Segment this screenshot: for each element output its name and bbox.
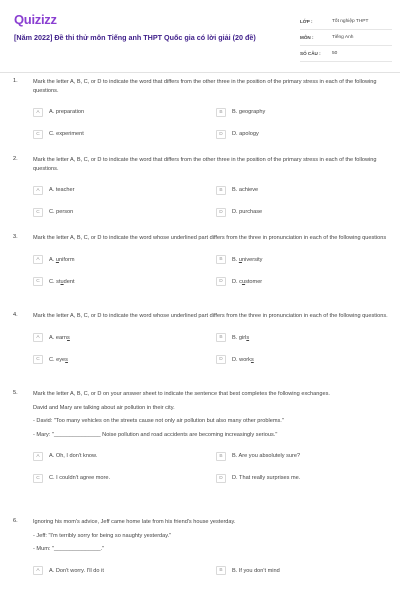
option-b[interactable] — [216, 101, 376, 123]
option-b[interactable] — [216, 249, 376, 271]
option-c[interactable] — [33, 271, 216, 293]
letter-box: D — [216, 277, 226, 286]
question-number: 4. — [13, 312, 18, 318]
question-5 — [0, 390, 400, 518]
options — [33, 445, 390, 489]
option-text — [232, 279, 262, 285]
letter-box: D — [216, 474, 226, 483]
option-text: D. apology — [232, 131, 259, 138]
option-prefix: B. — [232, 256, 239, 263]
options — [33, 560, 390, 582]
underlined-part: u — [238, 256, 242, 263]
option-prefix: A. earn — [49, 334, 68, 341]
question-text: Mark the letter A, B, C, or D to indicate the word whose underlined part differs from the three in pronunciation in each of the following questions. — [33, 313, 388, 319]
option-a[interactable] — [33, 179, 216, 201]
quizizz-logo[interactable]: Quizizz — [14, 12, 57, 27]
option-c[interactable] — [33, 349, 216, 371]
option-a[interactable] — [33, 445, 216, 467]
options — [33, 249, 390, 293]
option-b[interactable] — [216, 560, 376, 582]
options — [33, 327, 390, 371]
quiz-meta — [300, 14, 392, 62]
letter-box: A — [33, 108, 43, 117]
letter-box: B — [216, 255, 226, 264]
letter-box: B — [216, 566, 226, 575]
underlined-part: u — [241, 278, 246, 285]
option-text — [232, 357, 254, 363]
option-prefix: C. eye — [49, 356, 66, 363]
option-prefix: D. c — [232, 278, 242, 285]
meta-key: SỐ CÂU : — [300, 51, 321, 56]
question-number: 3. — [13, 234, 18, 240]
underlined-part: s — [246, 334, 250, 341]
meta-row-class — [300, 14, 392, 30]
dialogue-line: - Mary: "_______________ Noise pollution and road accidents are becoming increasingly serious." — [33, 431, 278, 438]
option-prefix: D. work — [232, 356, 251, 363]
option-text — [49, 357, 68, 363]
question-text: Mark the letter A, B, C, or D to indicate the word that differs from the other three in the position of the primary stress in each of the following questions. — [33, 157, 377, 172]
option-d[interactable] — [216, 271, 376, 293]
letter-box: B — [216, 452, 226, 461]
question-text: Ignoring his mom's advice, Jeff came home late from his friend's house yesterday. — [33, 519, 236, 525]
meta-value: Tiếng Anh — [332, 35, 354, 40]
letter-box: B — [216, 333, 226, 342]
question-context: David and Mary are talking about air pollution in their city. — [33, 404, 175, 411]
question-6 — [0, 518, 400, 598]
letter-box: C — [33, 277, 43, 286]
option-a[interactable] — [33, 327, 216, 349]
meta-value: Tốt nghiệp THPT — [332, 19, 369, 24]
option-d[interactable] — [216, 349, 376, 371]
option-c[interactable] — [33, 467, 216, 489]
option-text: A. Don't worry. I'll do it — [49, 567, 104, 574]
option-prefix: A. — [49, 256, 56, 263]
meta-key: MÔN : — [300, 35, 314, 40]
letter-box: C — [33, 208, 43, 217]
option-text: C. person — [49, 209, 74, 216]
option-text: A. preparation — [49, 109, 85, 116]
letter-box: D — [216, 130, 226, 139]
option-prefix: B. girl — [232, 334, 247, 341]
option-a[interactable] — [33, 101, 216, 123]
letter-box: C — [33, 130, 43, 139]
letter-box: D — [216, 208, 226, 217]
underlined-part: s — [65, 356, 68, 363]
option-text — [49, 257, 75, 263]
underlined-part: u — [60, 278, 64, 285]
underlined-part: s — [250, 356, 254, 363]
question-4 — [0, 312, 400, 390]
options — [33, 179, 390, 223]
letter-box: A — [33, 333, 43, 342]
option-text: D. That really surprises me. — [232, 475, 301, 482]
option-d[interactable] — [216, 201, 376, 223]
option-text: D. purchase — [232, 209, 263, 216]
option-b[interactable] — [216, 179, 376, 201]
option-b[interactable] — [216, 327, 376, 349]
option-text — [49, 335, 70, 341]
option-text — [232, 257, 262, 263]
letter-box: C — [33, 474, 43, 483]
question-3 — [0, 234, 400, 312]
page-header — [0, 0, 400, 68]
question-list — [0, 78, 400, 598]
option-rest: dent — [63, 278, 75, 285]
option-text: A. teacher — [49, 187, 75, 194]
meta-value: 50 — [332, 51, 338, 56]
option-a[interactable] — [33, 249, 216, 271]
option-text: B. achieve — [232, 187, 259, 194]
options — [33, 101, 390, 145]
question-number: 1. — [13, 78, 18, 84]
option-d[interactable] — [216, 467, 376, 489]
dialogue-line: - David: "Too many vehicles on the streets cause not only air pollution but also many other problems." — [33, 418, 284, 425]
document-title: [Năm 2022] Đề thi thử môn Tiếng anh THPT Quốc gia có lời giải (20 đề) — [14, 33, 256, 42]
option-c[interactable] — [33, 123, 216, 145]
dialogue-line: - Mum: "_______________." — [33, 546, 105, 553]
option-d[interactable] — [216, 123, 376, 145]
letter-box: A — [33, 566, 43, 575]
option-text: B. Are you absolutely sure? — [232, 453, 301, 460]
option-text: B. If you don't mind — [232, 567, 280, 574]
question-1 — [0, 78, 400, 156]
header-divider — [0, 72, 400, 73]
question-number: 5. — [13, 390, 18, 396]
question-text: Mark the letter A, B, C, or D on your answer sheet to indicate the sentence that best completes the following exchanges. — [33, 391, 330, 397]
option-b[interactable] — [216, 445, 376, 467]
option-text: B. geography — [232, 109, 266, 116]
letter-box: C — [33, 355, 43, 364]
option-text — [49, 279, 75, 285]
question-text: Mark the letter A, B, C, or D to indicate the word whose underlined part differs from the three in pronunciation in each of the following questions — [33, 235, 387, 241]
option-text — [232, 335, 249, 341]
letter-box: B — [216, 108, 226, 117]
option-text: C. experiment — [49, 131, 84, 138]
letter-box: D — [216, 355, 226, 364]
letter-box: B — [216, 186, 226, 195]
letter-box: A — [33, 186, 43, 195]
option-c[interactable] — [33, 201, 216, 223]
option-rest: niversity — [241, 256, 263, 263]
letter-box: A — [33, 452, 43, 461]
option-a[interactable] — [33, 560, 216, 582]
option-text: A. Oh, I don't know. — [49, 453, 98, 460]
option-prefix: C. st — [49, 278, 61, 285]
underlined-part: s — [67, 334, 70, 341]
meta-key: LỚP : — [300, 19, 313, 24]
question-number: 2. — [13, 156, 18, 162]
question-number: 6. — [13, 518, 18, 524]
question-text: Mark the letter A, B, C, or D to indicate the word that differs from the other three in the position of the primary stress in each of the following questions. — [33, 79, 377, 94]
meta-row-subject — [300, 30, 392, 46]
underlined-part: u — [55, 256, 59, 263]
meta-row-count — [300, 46, 392, 62]
dialogue-line: - Jeff: "I'm terribly sorry for being so naughty yesterday." — [33, 532, 172, 539]
question-2 — [0, 156, 400, 234]
option-text: C. I couldn't agree more. — [49, 475, 111, 482]
letter-box: A — [33, 255, 43, 264]
option-rest: stomer — [245, 278, 263, 285]
option-rest: niform — [58, 256, 75, 263]
